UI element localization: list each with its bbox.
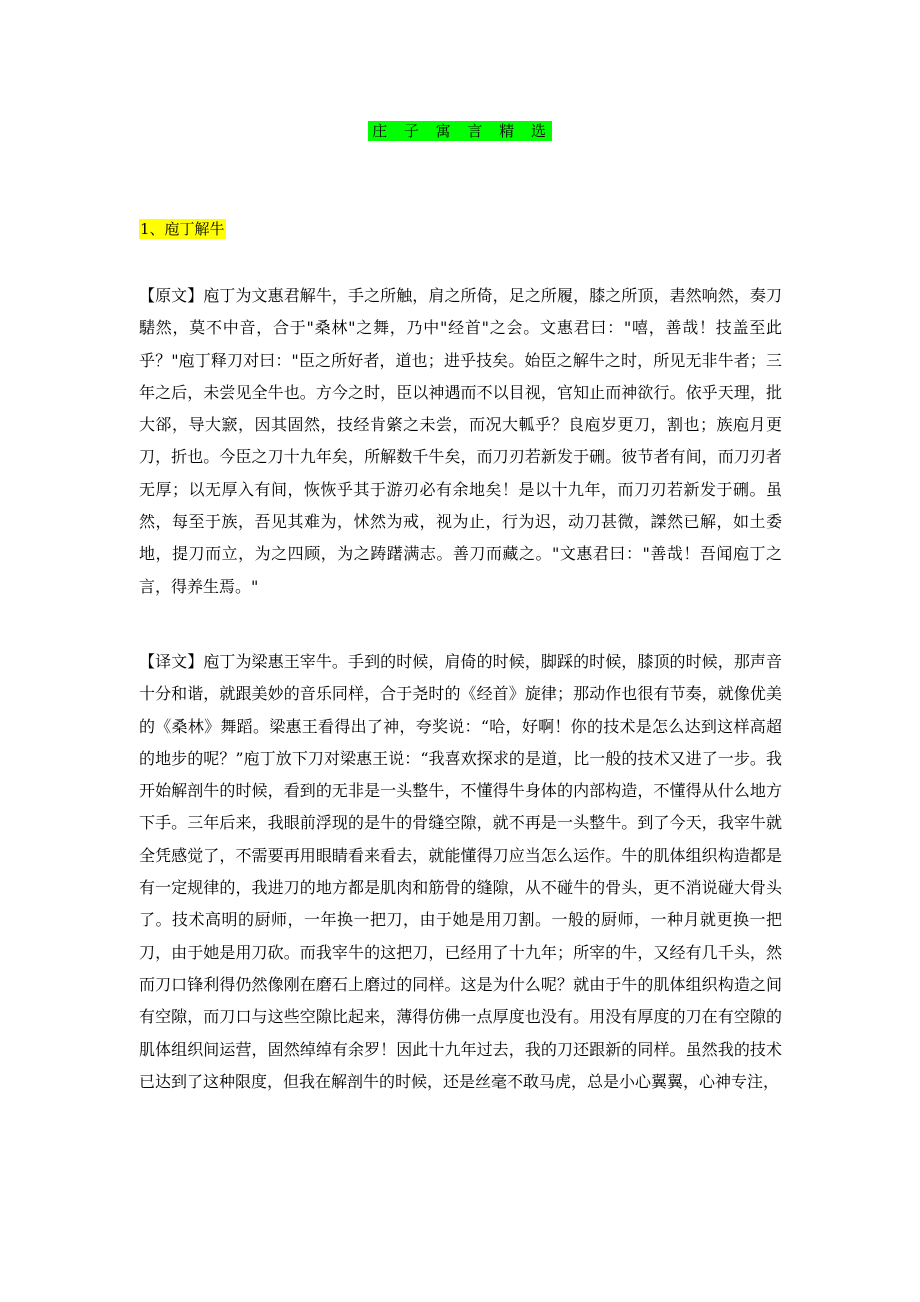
translation-paragraph [139, 646, 782, 1098]
section-heading [139, 218, 226, 240]
document-title [0, 120, 920, 142]
original-text-paragraph [139, 280, 782, 603]
section-heading-text: 1、庖丁解牛 [140, 220, 225, 238]
translation-body: 庖丁为梁惠王宰牛。手到的时候，肩倚的时候，脚踩的时候，膝顶的时候，那声音十分和谐，就跟美妙的音乐同样，合于尧时的《经首》旋律；那动作也很有节奏，就像优美的《桑林》舞蹈。梁惠王看得出了神，夸奖说：“哈，好啊！你的技术是怎么达到这样高超的地步的呢？”庖丁放下刀对梁惠王说：“我喜欢探求的是道，比一般的技术又进了一步。我开始解剖牛的时候，看到的无非是一头整牛，不懂得牛身体的内部构造，不懂得从什么地方下手。三年后来，我眼前浮现的是牛的骨缝空隙，就不再是一头整牛。到了今天，我宰牛就全凭感觉了，不需要再用眼睛看来看去，就能懂得刀应当怎么运作。牛的肌体组织构造都是有一定规律的，我进刀的地方都是肌肉和筋骨的缝隙，从不碰牛的骨头，更不消说碰大骨头了。技术高明的厨师，一年换一把刀，由于她是用刀割。一般的厨师，一种月就更换一把刀，由于她是用刀砍。而我宰牛的这把刀，已经用了十九年；所宰的牛，又经有几千头，然而刀口锋利得仍然像刚在磨石上磨过的同样。这是为什么呢？就由于牛的肌体组织构造之间有空隙，而刀口与这些空隙比起来，薄得仿佛一点厚度也没有。用没有厚度的刀在有空隙的肌体组织间运营，固然绰绰有余罗！因此十九年过去，我的刀还跟新的同样。虽然我的技术已达到了这种限度，但我在解剖牛的时候，还是丝毫不敢马虎，总是小心翼翼，心神专注， [139, 652, 782, 1091]
translation-label: 【译文】 [139, 652, 204, 671]
original-body: 庖丁为文惠君解牛，手之所触，肩之所倚，足之所履，膝之所顶，砉然响然，奏刀騞然，莫不中音，合于"桑林"之舞，乃中"经首"之会。文惠君曰："嘻，善哉！技盖至此乎？"庖丁释刀对曰："臣之所好者，道也；进乎技矣。始臣之解牛之时，所见无非牛者；三年之后，未尝见全牛也。方今之时，臣以神遇而不以目视，官知止而神欲行。依乎天理，批大郤，导大窾，因其固然，技经肯綮之未尝，而况大軱乎？良庖岁更刀，割也；族庖月更刀，折也。今臣之刀十九年矣，所解数千牛矣，而刀刃若新发于硎。彼节者有间，而刀刃者无厚；以无厚入有间，恢恢乎其于游刃必有余地矣！是以十九年，而刀刃若新发于硎。虽然，每至于族，吾见其难为，怵然为戒，视为止，行为迟，动刀甚微，謋然已解，如土委地，提刀而立，为之四顾，为之踌躇满志。善刀而藏之。"文惠君曰："善哉！吾闻庖丁之言，得养生焉。" [139, 286, 782, 596]
document-title-text: 庄 子 寓 言 精 选 [368, 121, 552, 141]
original-label: 【原文】 [139, 286, 204, 305]
